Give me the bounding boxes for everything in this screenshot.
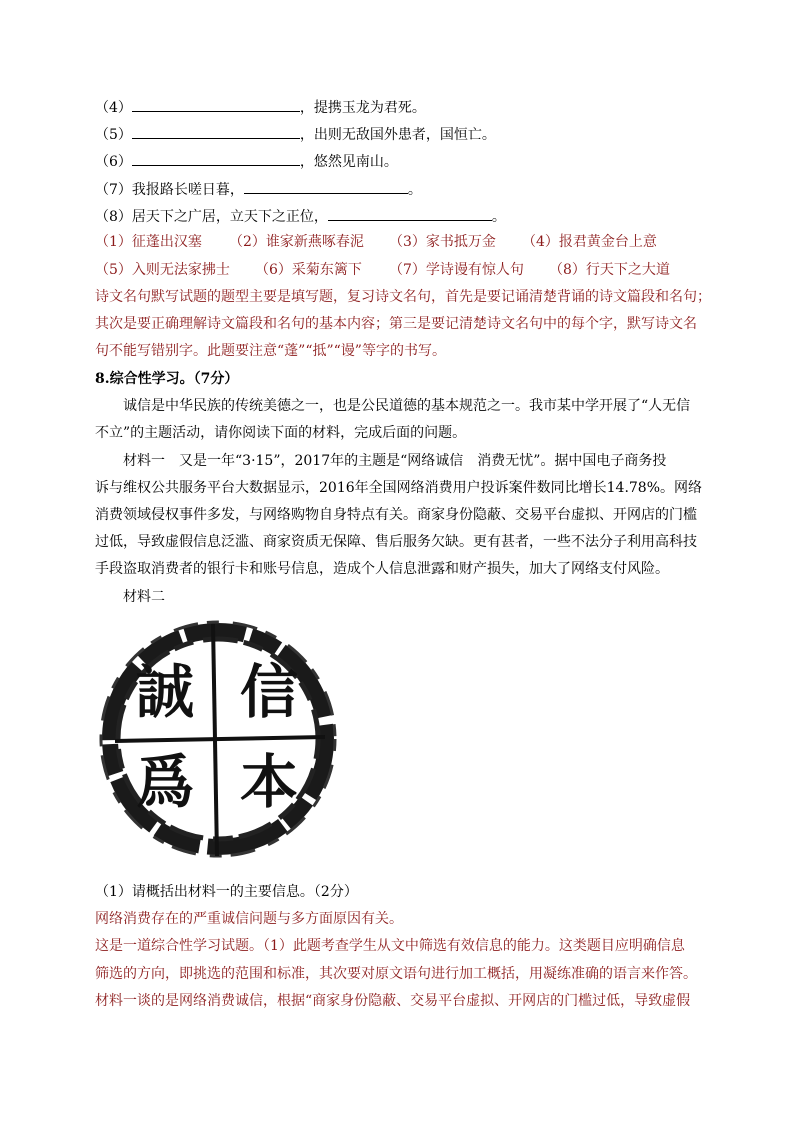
- verse-text: （7）我报路长嗟日暮，: [95, 182, 244, 198]
- answer-2: （2）谁家新燕啄春泥: [229, 234, 364, 250]
- material2-label: 材料二: [123, 589, 165, 605]
- analysis-line: 句不能写错别字。此题要注意“蓬”“抵”“谩”等字的书写。: [95, 343, 446, 359]
- fill-item-4: [95, 96, 715, 118]
- answer-blank: [132, 96, 300, 112]
- answer-7: （7）学诗谩有惊人句: [389, 262, 524, 278]
- explain-line: 这是一道综合性学习试题。（1）此题考查学生从文中筛选有效信息的能力。这类题目应明确信息: [95, 938, 685, 954]
- seal-char-cheng: 誠: [135, 658, 195, 726]
- verse-text: （8）居天下之广居，立天下之正位，: [95, 209, 328, 225]
- answer-row-1: [95, 232, 715, 252]
- answer-blank: [132, 123, 300, 139]
- verse-text: 。: [407, 182, 422, 198]
- fill-item-5: [95, 123, 715, 145]
- verse-text: ，悠然见南山。: [299, 154, 398, 170]
- verse-text: ，提携玉龙为君死。: [299, 100, 426, 116]
- question-8-title: 8.综合性学习。（7分）: [95, 371, 239, 387]
- seal-char-xin: 信: [239, 658, 299, 726]
- item-number: （4）: [95, 100, 132, 116]
- seal-divider-horizontal: [115, 737, 325, 741]
- explain-line: 材料一谈的是网络消费诚信，根据“商家身份隐蔽、交易平台虚拟、开网店的门槛过低，导致虚假: [95, 993, 691, 1009]
- answer-6: （6）采菊东篱下: [255, 262, 362, 278]
- answer-1: （1）征蓬出汉塞: [95, 234, 202, 250]
- material1-line: 材料一 又是一年“3·15”，2017年的主题是“网络诚信 消费无忧”。据中国电子商务投: [123, 453, 667, 469]
- intro-line: 诚信是中华民族的传统美德之一，也是公民道德的基本规范之一。我市某中学开展了“人无信: [123, 398, 691, 414]
- material1-line: 过低，导致虚假信息泛滥、商家资质无保障、售后服务欠缺。更有甚者，一些不法分子利用高科技: [95, 534, 697, 550]
- fill-item-8: [95, 205, 715, 227]
- material1-line: 手段盗取消费者的银行卡和账号信息，造成个人信息泄露和财产损失，加大了网络支付风险。: [95, 561, 669, 577]
- intro-line: 不立”的主题活动，请你阅读下面的材料，完成后面的问题。: [95, 425, 467, 441]
- explain-line: 筛选的方向，即挑选的范围和标准，其次要对原文语句进行加工概括，用凝练准确的语言来作答。: [95, 966, 697, 982]
- fill-item-7: [95, 178, 715, 200]
- sub-question-1-answer: 网络消费存在的严重诚信问题与多方面原因有关。: [95, 911, 403, 927]
- analysis-line: 其次是要正确理解诗文篇段和名句的基本内容；第三是要记清楚诗文名句中的每个字，默写诗文名: [95, 316, 697, 332]
- analysis-line: 诗文名句默写试题的题型主要是填写题，复习诗文名句，首先是要记诵清楚背诵的诗文篇段和名句；: [95, 289, 711, 305]
- answer-row-2: [95, 260, 715, 280]
- seal-char-wei: 爲: [135, 748, 195, 816]
- answer-5: （5）入则无法家拂士: [95, 262, 230, 278]
- answer-8: （8）行天下之大道: [549, 262, 670, 278]
- sub-question-1: （1）请概括出材料一的主要信息。（2分）: [95, 884, 358, 900]
- fill-item-6: [95, 150, 715, 172]
- material1-line: 消费领域侵权事件多发，与网络购物自身特点有关。商家身份隐蔽、交易平台虚拟、开网店的门槛: [95, 507, 697, 523]
- answer-blank: [244, 178, 408, 194]
- answer-blank: [132, 150, 300, 166]
- material1-line: 诉与维权公共服务平台大数据显示，2016年全国网络消费用户投诉案件数同比增长14.78%。网络: [95, 480, 703, 496]
- verse-text: 。: [491, 209, 506, 225]
- seal-char-ben: 本: [239, 748, 299, 816]
- item-number: （5）: [95, 127, 132, 143]
- answer-4: （4）报君黄金台上意: [522, 234, 657, 250]
- item-number: （6）: [95, 154, 132, 170]
- integrity-seal-image: [93, 614, 343, 864]
- verse-text: ，出则无敌国外患者，国恒亡。: [299, 127, 496, 143]
- answer-3: （3）家书抵万金: [389, 234, 496, 250]
- answer-blank: [328, 205, 492, 221]
